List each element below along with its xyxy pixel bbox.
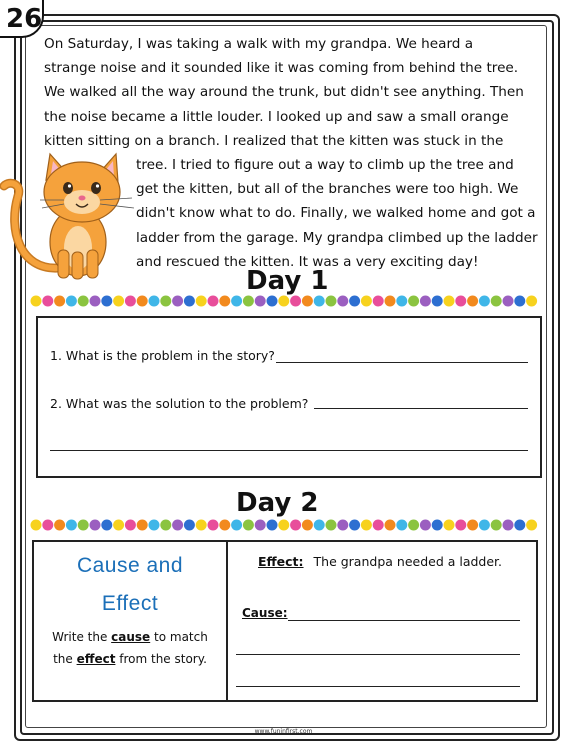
divider-dot [514, 520, 525, 531]
answer-line-1[interactable] [276, 362, 528, 363]
story-line: the noise became a little louder. I looked up and saw a small orange [44, 108, 509, 125]
divider-dot [326, 520, 337, 531]
story-line: and rescued the kitten. It was a very exciting day! [136, 253, 479, 270]
divider-dot [231, 296, 242, 307]
divider-dot [467, 296, 478, 307]
divider-dot [373, 296, 384, 307]
answer-line-3[interactable] [50, 450, 528, 451]
divider-dot [42, 520, 53, 531]
divider-dot [455, 296, 466, 307]
divider-dot [491, 520, 502, 531]
divider-dot [444, 296, 455, 307]
cause-answer-line-3[interactable] [236, 686, 520, 687]
footer-url: www.funinfirst.com [254, 728, 313, 735]
divider-dot [267, 296, 278, 307]
question-2: 2. What was the solution to the problem? [50, 396, 309, 411]
divider-dot [149, 296, 160, 307]
divider-dot [503, 296, 514, 307]
story-line: tree. I tried to figure out a way to climb up the tree and [136, 157, 514, 174]
column-divider [226, 542, 228, 700]
day1-title: Day 1 [246, 266, 329, 296]
divider-dot [326, 296, 337, 307]
divider-dot [455, 520, 466, 531]
divider-dot [160, 520, 171, 531]
divider-dot [337, 296, 348, 307]
divider-dot [172, 296, 183, 307]
day2-title: Day 2 [236, 488, 319, 518]
divider-dot [113, 296, 124, 307]
divider-dot [385, 520, 396, 531]
effect-statement [258, 554, 502, 569]
story-line: get the kitten, but all of the branches were too high. We [136, 181, 519, 198]
divider-dot [290, 296, 301, 307]
divider-dot [444, 520, 455, 531]
divider-dot [208, 296, 219, 307]
divider-dot [54, 520, 65, 531]
divider-dot [408, 296, 419, 307]
divider-dot [396, 296, 407, 307]
divider-dot [479, 520, 490, 531]
divider-dot [432, 296, 443, 307]
divider-dot [184, 296, 195, 307]
divider-dot [231, 520, 242, 531]
divider-dot [125, 520, 136, 531]
divider-dot [113, 520, 124, 531]
day1-question-box [36, 316, 542, 478]
divider-dot [337, 520, 348, 531]
cause-effect-instructions [34, 626, 226, 670]
instr-text: from the story. [115, 652, 207, 666]
cause-answer-line-1[interactable] [288, 620, 520, 621]
cause-effect-box [32, 540, 538, 702]
divider-dot [31, 296, 42, 307]
divider-dot [479, 296, 490, 307]
divider-dot [137, 296, 148, 307]
story-line: On Saturday, I was taking a walk with my grandpa. We heard a [44, 36, 474, 52]
divider-dot [31, 520, 42, 531]
divider-dot [101, 296, 112, 307]
divider-dot [54, 296, 65, 307]
divider-dot [526, 520, 537, 531]
divider-dot [219, 520, 230, 531]
divider-dot [361, 296, 372, 307]
cause-effect-title-1: Cause and [76, 554, 184, 577]
divider-dot [432, 520, 443, 531]
divider-dot [408, 520, 419, 531]
divider-dot [373, 520, 384, 531]
story-line: didn't know what to do. Finally, we walked home and got a [136, 205, 536, 222]
divider-dot [149, 520, 160, 531]
divider-dot [314, 520, 325, 531]
divider-dot [526, 296, 537, 307]
divider-dot [361, 520, 372, 531]
divider-dot [101, 520, 112, 531]
divider-dot [255, 296, 266, 307]
divider-dot [491, 296, 502, 307]
divider-dot [278, 296, 289, 307]
divider-dot [503, 520, 514, 531]
divider-dot [66, 296, 77, 307]
divider-dot [125, 296, 136, 307]
effect-label: Effect: [258, 554, 304, 569]
cause-answer-line-2[interactable] [236, 654, 520, 655]
story-line: kitten sitting on a branch. I realized that the kitten was stuck in the [44, 132, 504, 149]
divider-dot [243, 520, 254, 531]
cause-effect-title-2: Effect [101, 592, 159, 615]
divider-dot [255, 520, 266, 531]
divider-dot [160, 296, 171, 307]
divider-dot [267, 520, 278, 531]
divider-dot [90, 296, 101, 307]
divider-dot [66, 520, 77, 531]
page-number: 26 [0, 0, 44, 38]
divider-dot [196, 520, 207, 531]
divider-dot [385, 296, 396, 307]
divider-dot [184, 520, 195, 531]
instr-text: to match [150, 630, 208, 644]
story-line: ladder from the garage. My grandpa climbed up the ladder [136, 229, 538, 246]
divider-dot [290, 520, 301, 531]
divider-dot [314, 296, 325, 307]
divider-dot [208, 520, 219, 531]
divider-dot [78, 296, 89, 307]
instr-cause-word: cause [111, 630, 151, 644]
divider-dot [243, 296, 254, 307]
divider-dot [514, 296, 525, 307]
divider-dot [137, 520, 148, 531]
question-1: 1. What is the problem in the story? [50, 348, 275, 363]
divider-dot [302, 296, 313, 307]
divider-dot [278, 520, 289, 531]
instr-text: Write the [52, 630, 112, 644]
effect-text: The grandpa needed a ladder. [313, 554, 503, 569]
divider-dot [349, 296, 360, 307]
story-line: strange noise and it sounded like it was coming from behind the tree. [44, 60, 519, 77]
divider-dot [467, 520, 478, 531]
story-passage [44, 32, 544, 274]
instr-effect-word: effect [76, 652, 116, 666]
day1-dot-divider [30, 294, 540, 308]
instr-text: the [53, 652, 77, 666]
divider-dot [349, 520, 360, 531]
divider-dot [172, 520, 183, 531]
divider-dot [78, 520, 89, 531]
divider-dot [302, 520, 313, 531]
divider-dot [396, 520, 407, 531]
divider-dot [196, 296, 207, 307]
day2-dot-divider [30, 518, 540, 532]
answer-line-2[interactable] [314, 408, 528, 409]
cause-label: Cause: [242, 606, 288, 620]
story-line: We walked all the way around the trunk, but didn't see anything. Then [44, 84, 524, 101]
divider-dot [420, 296, 431, 307]
divider-dot [42, 296, 53, 307]
divider-dot [90, 520, 101, 531]
divider-dot [420, 520, 431, 531]
divider-dot [219, 296, 230, 307]
